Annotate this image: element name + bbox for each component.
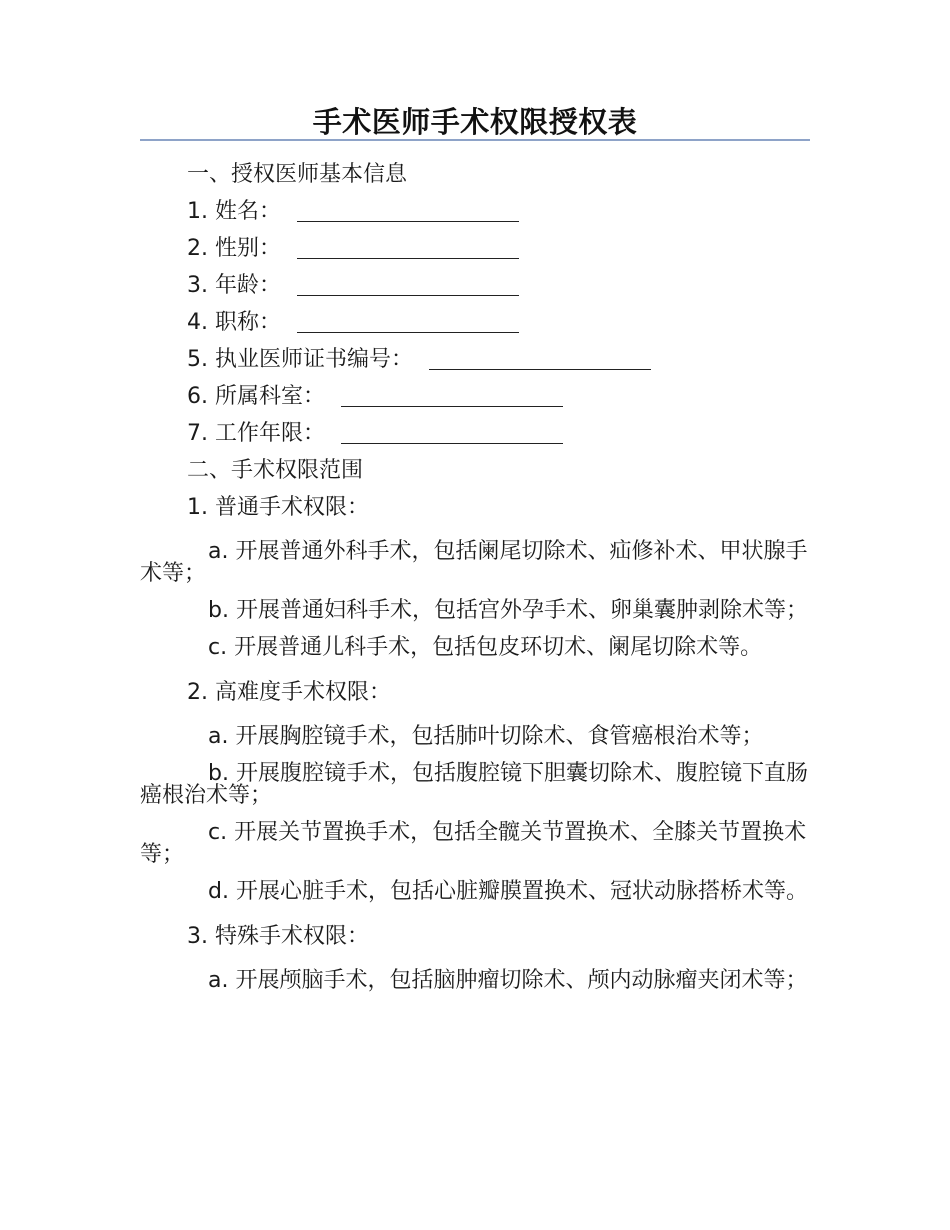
- page-title: 手术医师手术权限授权表: [312, 105, 638, 139]
- list-item: c. 开展普通儿科手术，包括包皮环切术、阑尾切除术等。: [208, 635, 763, 660]
- field-label: 3. 年龄：: [187, 273, 281, 298]
- title-blank-line[interactable]: [297, 306, 519, 333]
- section-heading-basic-info: 一、授权医师基本信息: [187, 162, 408, 187]
- field-label: 6. 所属科室：: [187, 384, 325, 409]
- field-label: 7. 工作年限：: [187, 421, 325, 446]
- list-item: b. 开展腹腔镜手术，包括腹腔镜下胆囊切除术、腹腔镜下直肠癌根治术等；: [140, 761, 808, 808]
- field-gender: [140, 230, 810, 267]
- list-item: a. 开展胸腔镜手术，包括肺叶切除术、食管癌根治术等；: [208, 724, 764, 749]
- field-license-number: [140, 341, 810, 378]
- field-title: [140, 304, 810, 341]
- field-department: [140, 378, 810, 415]
- field-age: [140, 267, 810, 304]
- subsection-heading-advanced: 2. 高难度手术权限：: [187, 680, 391, 705]
- field-label: 5. 执业医师证书编号：: [187, 347, 413, 372]
- age-blank-line[interactable]: [297, 269, 519, 296]
- subsection-heading-general: 1. 普通手术权限：: [187, 495, 369, 520]
- work-years-blank-line[interactable]: [341, 417, 563, 444]
- field-label: 2. 性别：: [187, 236, 281, 261]
- gender-blank-line[interactable]: [297, 232, 519, 259]
- list-item: c. 开展关节置换手术，包括全髋关节置换术、全膝关节置换术等；: [140, 820, 807, 867]
- field-name: [140, 193, 810, 230]
- document-body: [140, 156, 810, 992]
- subsection-heading-special: 3. 特殊手术权限：: [187, 924, 369, 949]
- field-work-years: [140, 415, 810, 452]
- field-label: 1. 姓名：: [187, 199, 281, 224]
- department-blank-line[interactable]: [341, 380, 563, 407]
- list-item: a. 开展普通外科手术，包括阑尾切除术、疝修补术、甲状腺手术等；: [140, 539, 808, 586]
- field-label: 4. 职称：: [187, 310, 281, 335]
- list-item: d. 开展心脏手术，包括心脏瓣膜置换术、冠状动脉搭桥术等。: [208, 879, 808, 904]
- list-item: a. 开展颅脑手术，包括脑肿瘤切除术、颅内动脉瘤夹闭术等；: [208, 968, 808, 993]
- name-blank-line[interactable]: [297, 195, 519, 222]
- section-heading-surgery-scope: 二、手术权限范围: [187, 458, 364, 483]
- list-item: b. 开展普通妇科手术，包括宫外孕手术、卵巢囊肿剥除术等；: [208, 598, 808, 623]
- license-number-blank-line[interactable]: [429, 343, 651, 370]
- title-divider: [140, 139, 810, 141]
